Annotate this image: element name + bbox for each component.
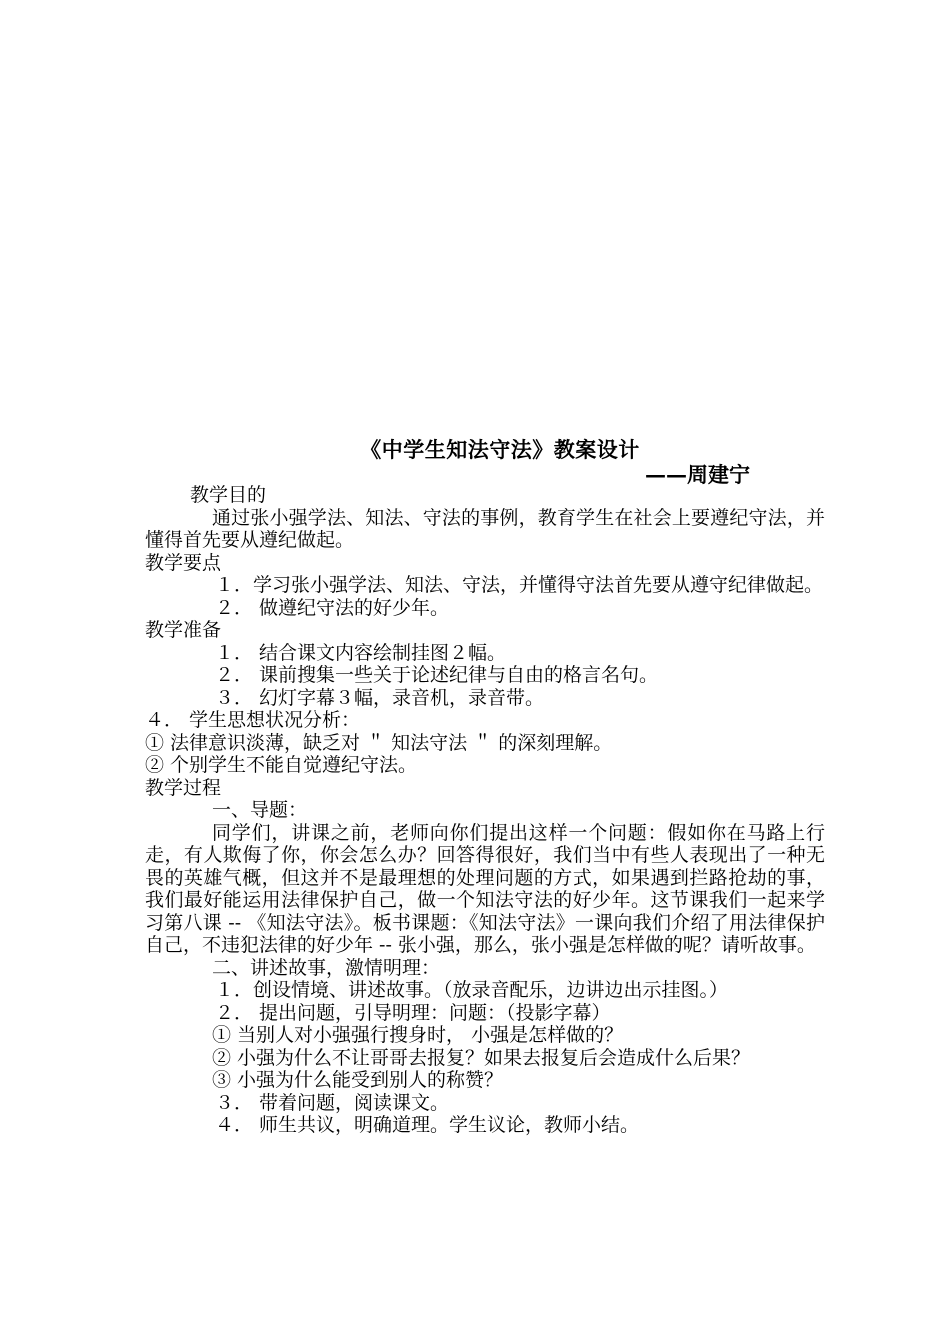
paragraph: ③ 小强为什么能受到别人的称赞？	[212, 1069, 504, 1091]
paragraph: ② 个别学生不能自觉遵纪守法。	[145, 754, 418, 776]
paragraph: ２． 做遵纪守法的好少年。	[215, 596, 450, 619]
document-title: 《中学生知法守法》教案设计	[360, 437, 640, 462]
paragraph: 教学要点	[145, 551, 222, 574]
paragraph: １．创设情境、讲述故事。（放录音配乐，边讲边出示挂图。）	[215, 979, 729, 1001]
paragraph: ２． 提出问题，引导明理：问题：（投影字幕）	[215, 1001, 611, 1024]
paragraph: ２． 课前搜集一些关于论述纪律与自由的格言名句。	[215, 664, 659, 686]
paragraph: ４． 学生思想状况分析：	[145, 709, 361, 731]
paragraph: 教学过程	[145, 776, 222, 799]
paragraph: ① 法律意识淡薄，缺乏对 ＂ 知法守法 ＂ 的深刻理解。	[145, 731, 613, 754]
paragraph: １． 结合课文内容绘制挂图２幅。	[215, 641, 507, 664]
paragraph: ４． 师生共议，明确道理。学生议论，教师小结。	[215, 1114, 640, 1136]
paragraph: 教学准备	[145, 619, 222, 641]
paragraph: 同学们，讲课之前，老师向你们提出这样一个问题：假如你在马路上行走，有人欺侮了你，你会怎么办？回答得很好，我们当中有些人表现出了一种无畏的英雄气概，但这并不是最理想的处理问题的方式，如果遇到拦路抢劫的事，我们最好能运用法律保护自己，做一个知法守法的好少年。这节课我们一起来学习第八课 -- 《知法守法》。板书课题：《知法守法》一课向我们介绍了用法律保护自己，不违犯法律的好少年 -- 张小强，那么，张小强是怎样做的呢？请听故事。	[145, 821, 825, 956]
paragraph: 教学目的	[190, 484, 267, 506]
paragraph: 一、导题：	[212, 799, 308, 821]
document-body	[145, 484, 825, 1137]
paragraph: 二、讲述故事，激情明理：	[212, 956, 441, 979]
paragraph: ① 当别人对小强强行搜身时， 小强是怎样做的？	[212, 1024, 624, 1046]
document-author: ——周建宁	[645, 462, 750, 487]
paragraph: ② 小强为什么不让哥哥去报复？如果去报复后会造成什么后果？	[212, 1046, 751, 1069]
paragraph: ３． 带着问题，阅读课文。	[215, 1091, 450, 1114]
paragraph: １．学习张小强学法、知法、守法，并懂得守法首先要从遵守纪律做起。	[215, 574, 824, 596]
paragraph: 通过张小强学法、知法、守法的事例，教育学生在社会上要遵纪守法，并懂得首先要从遵纪做起。	[145, 506, 825, 551]
paragraph: ３． 幻灯字幕３幅，录音机，录音带。	[215, 686, 545, 709]
